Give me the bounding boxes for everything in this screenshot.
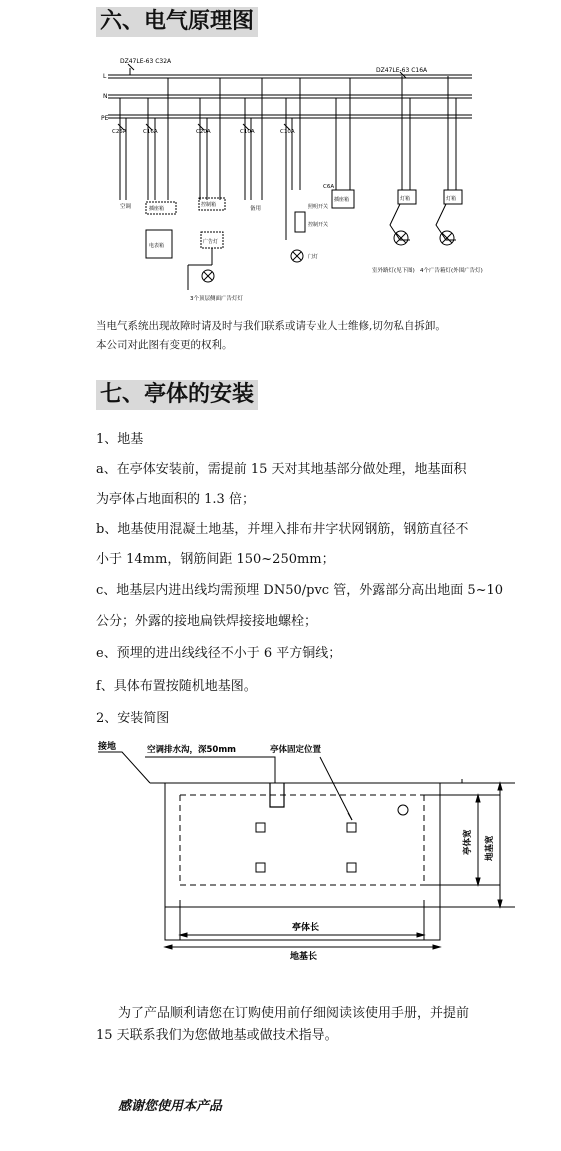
branch-breaker-1: C25A <box>112 129 127 135</box>
dlx-label: 电表箱 <box>149 243 165 249</box>
door-light-label: 门灯 <box>308 254 319 260</box>
closing-line-2: 15 天联系我们为您做地基或做技术指导。 <box>96 1028 338 1043</box>
ctrl-switch-box <box>295 212 305 232</box>
foundation-item-b-2: 小于 14mm，钢筋间距 150~250mm； <box>96 552 335 567</box>
cable-hole <box>398 805 408 815</box>
anchor-point-1 <box>256 823 265 832</box>
kiosk-width-label: 亭体宽 <box>463 829 473 855</box>
interlock-box-label: 控制箱 <box>201 202 217 208</box>
installation-diagram <box>0 735 561 975</box>
foundation-item-c-1: c、地基层内进出线均需预埋 DN50/pvc 管，外露部分高出地面 5~10 <box>96 583 504 598</box>
fix-label: 亭体固定位置 <box>270 745 322 755</box>
install-diagram-title: 2、安装简图 <box>96 711 170 726</box>
ground-label: 接地 <box>98 742 117 752</box>
sign-light-label: 广告灯 <box>203 239 219 245</box>
light-switch-label: 照明开关 <box>308 204 329 210</box>
section-6-note-1: 当电气系统出现故障时请及时与我们联系或请专业人士维修,切勿私自拆卸。 <box>96 320 446 332</box>
bottom-label-left: 3个顶层侧面广告灯灯 <box>190 296 243 302</box>
closing-line-1: 为了产品顺利请您在订购使用前仔细阅读该使用手册，并提前 <box>118 1006 470 1021</box>
socket-box-label: 插座箱 <box>149 206 165 212</box>
foundation-item-b-1: b、地基使用混凝土地基，并埋入排布井字状网钢筋，钢筋直径不 <box>96 522 469 537</box>
bus-label-n: N <box>103 93 108 100</box>
branch-breaker-2: C16A <box>143 129 158 135</box>
footer-thanks: 感谢您使用本产品 <box>118 1099 223 1114</box>
bottom-label-right-b: 4个广告箱灯(外围广告灯) <box>420 268 483 274</box>
electrical-schematic <box>0 40 561 360</box>
bus-label-l: L <box>103 73 107 80</box>
foundation-item-f: f、具体布置按随机地基图。 <box>96 679 257 694</box>
ctrl-switch-label: 控制开关 <box>308 222 329 228</box>
base-length-label: 地基长 <box>290 952 318 962</box>
section-7-heading: 七、亭体的安装 <box>96 380 258 410</box>
branch-lines <box>120 78 456 240</box>
section-6-heading: 六、电气原理图 <box>96 7 258 37</box>
foundation-title: 1、地基 <box>96 432 144 447</box>
lamp-a-label: 灯箱 <box>400 196 411 202</box>
foundation-item-e: e、预埋的进出线线径不小于 6 平方铜线； <box>96 646 342 661</box>
branch-breaker-4: C10A <box>240 129 255 135</box>
anchor-point-4 <box>347 863 356 872</box>
base-width-label: 地基宽 <box>485 835 495 861</box>
drain-label: 空调排水沟，深50mm <box>147 745 237 755</box>
lamp-b-label: 灯箱 <box>446 196 457 202</box>
bus-label-pe: PE <box>101 115 109 122</box>
bottom-label-right-a: 室外路灯(见下图) <box>372 268 415 274</box>
branch-breaker-5: C10A <box>280 129 295 135</box>
anchor-point-2 <box>347 823 356 832</box>
ac-label: 空调 <box>120 204 132 210</box>
reserve-label: 备用 <box>250 206 262 212</box>
branch-breaker-3: C20A <box>196 129 211 135</box>
main-breaker-right-label: DZ47LE-63 C16A <box>376 67 428 74</box>
kiosk-length-label: 亭体长 <box>292 923 320 933</box>
foundation-item-a-1: a、在亭体安装前，需提前 15 天对其地基部分做处理，地基面积 <box>96 462 467 477</box>
foundation-item-c-2: 公分；外露的接地扁铁焊接接地螺栓； <box>96 614 318 629</box>
branch-breaker-6: C6A <box>323 184 335 190</box>
main-breaker-left-label: DZ47LE-63 C32A <box>120 58 172 65</box>
foundation-item-a-2: 为亭体占地面积的 1.3 倍； <box>96 492 255 507</box>
meter-box-label: 插座箱 <box>334 197 350 203</box>
anchor-point-3 <box>256 863 265 872</box>
section-6-note-2: 本公司对此图有变更的权利。 <box>96 339 233 351</box>
